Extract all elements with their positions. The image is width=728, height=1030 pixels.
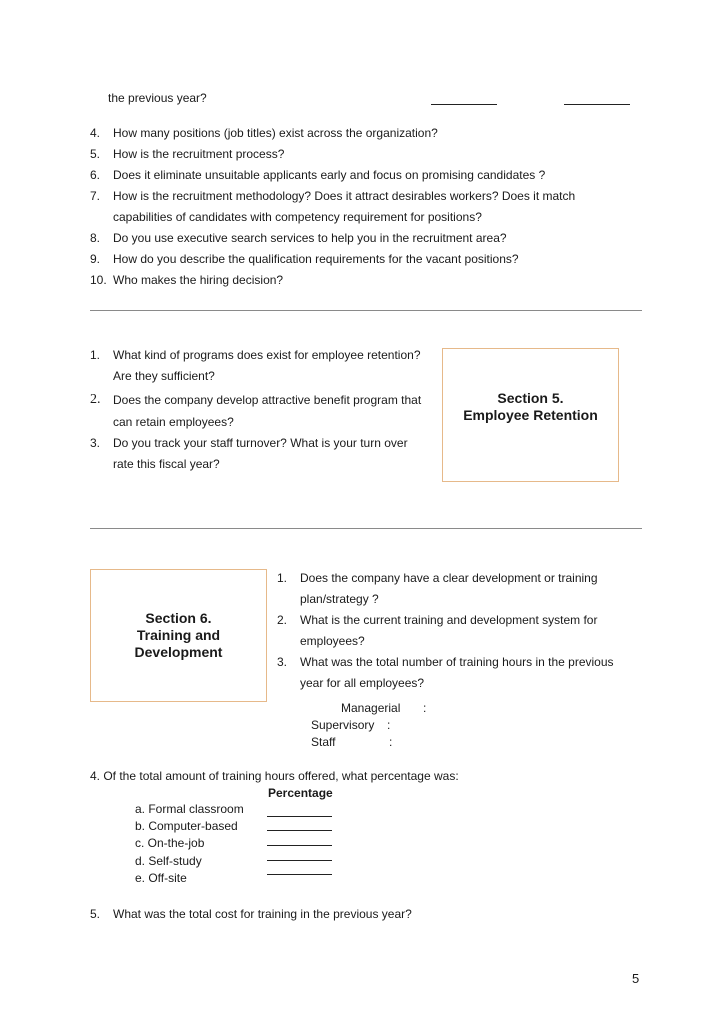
question-5-text: What was the total cost for training in the previous year? bbox=[113, 907, 412, 921]
question-number: 7. bbox=[90, 189, 101, 203]
question-text-continued: year for all employees? bbox=[300, 676, 425, 690]
percentage-blank[interactable] bbox=[267, 860, 332, 861]
question-text: Does the company have a clear development or training bbox=[300, 571, 598, 585]
question-number: 2. bbox=[90, 392, 101, 407]
answer-blank[interactable] bbox=[564, 104, 630, 105]
question-text-continued: capabilities of candidates with competency requirement for positions? bbox=[113, 210, 482, 224]
question-text: How is the recruitment methodology? Does it attract desirables workers? Does it match bbox=[113, 189, 576, 203]
section-5-title-line1: Section 5. bbox=[497, 390, 564, 406]
question-number: 1. bbox=[90, 348, 101, 362]
hours-category-label: Supervisory bbox=[311, 718, 375, 732]
question-text-continued: plan/strategy ? bbox=[300, 592, 379, 606]
question-text-continued: employees? bbox=[300, 634, 365, 648]
section-divider bbox=[90, 528, 642, 529]
answer-blank[interactable] bbox=[431, 104, 497, 105]
question-number: 1. bbox=[277, 571, 288, 585]
percentage-blank[interactable] bbox=[267, 830, 332, 831]
percentage-item: b. Computer-based bbox=[135, 819, 238, 833]
question-text: How do you describe the qualification requirements for the vacant positions? bbox=[113, 252, 519, 266]
question-number: 10. bbox=[90, 273, 107, 287]
question-text-continued: can retain employees? bbox=[113, 415, 234, 429]
question-text: How is the recruitment process? bbox=[113, 147, 285, 161]
question-number: 6. bbox=[90, 168, 101, 182]
question-text: What was the total number of training hours in the previous bbox=[300, 655, 614, 669]
section-6-title-line3: Development bbox=[134, 644, 223, 660]
percentage-blank[interactable] bbox=[267, 845, 332, 846]
question-text-continued: Are they sufficient? bbox=[113, 369, 215, 383]
question-number: 5. bbox=[90, 147, 101, 161]
section-6-title-box bbox=[90, 569, 267, 702]
question-text: Does the company develop attractive benefit program that bbox=[113, 393, 422, 407]
hours-category-colon: : bbox=[423, 701, 427, 715]
percentage-blank[interactable] bbox=[267, 816, 332, 817]
question-text: What kind of programs does exist for employee retention? bbox=[113, 348, 421, 362]
section-5-title-line2: Employee Retention bbox=[463, 407, 598, 423]
question-number: 5. bbox=[90, 907, 101, 921]
percentage-item: e. Off-site bbox=[135, 871, 187, 885]
question-text: Do you track your staff turnover? What is your turn over bbox=[113, 436, 408, 450]
percentage-blank[interactable] bbox=[267, 874, 332, 875]
continuation-text: the previous year? bbox=[108, 91, 207, 105]
hours-category-label: Managerial bbox=[341, 701, 401, 715]
hours-category-label: Staff bbox=[311, 735, 336, 749]
question-number: 3. bbox=[90, 436, 101, 450]
percentage-item: a. Formal classroom bbox=[135, 802, 244, 816]
percentage-item: c. On-the-job bbox=[135, 836, 205, 850]
section-6-title-line1: Section 6. bbox=[145, 610, 212, 626]
question-text: Do you use executive search services to help you in the recruitment area? bbox=[113, 231, 507, 245]
question-number: 4. bbox=[90, 126, 101, 140]
question-4-text: 4. Of the total amount of training hours offered, what percentage was: bbox=[90, 769, 459, 783]
section-5-title-box bbox=[442, 348, 619, 482]
question-number: 9. bbox=[90, 252, 101, 266]
question-text: How many positions (job titles) exist across the organization? bbox=[113, 126, 438, 140]
hours-category-colon: : bbox=[387, 718, 391, 732]
section-divider bbox=[90, 310, 642, 311]
percentage-header: Percentage bbox=[268, 786, 333, 800]
page-number: 5 bbox=[632, 971, 640, 986]
hours-category-colon: : bbox=[389, 735, 393, 749]
question-text: What is the current training and development system for bbox=[300, 613, 598, 627]
section-6-title-line2: Training and bbox=[136, 627, 221, 643]
question-text-continued: rate this fiscal year? bbox=[113, 457, 220, 471]
percentage-item: d. Self-study bbox=[135, 854, 202, 868]
question-text: Who makes the hiring decision? bbox=[113, 273, 284, 287]
question-number: 2. bbox=[277, 613, 288, 627]
question-number: 8. bbox=[90, 231, 101, 245]
question-text: Does it eliminate unsuitable applicants early and focus on promising candidates ? bbox=[113, 168, 546, 182]
question-number: 3. bbox=[277, 655, 288, 669]
